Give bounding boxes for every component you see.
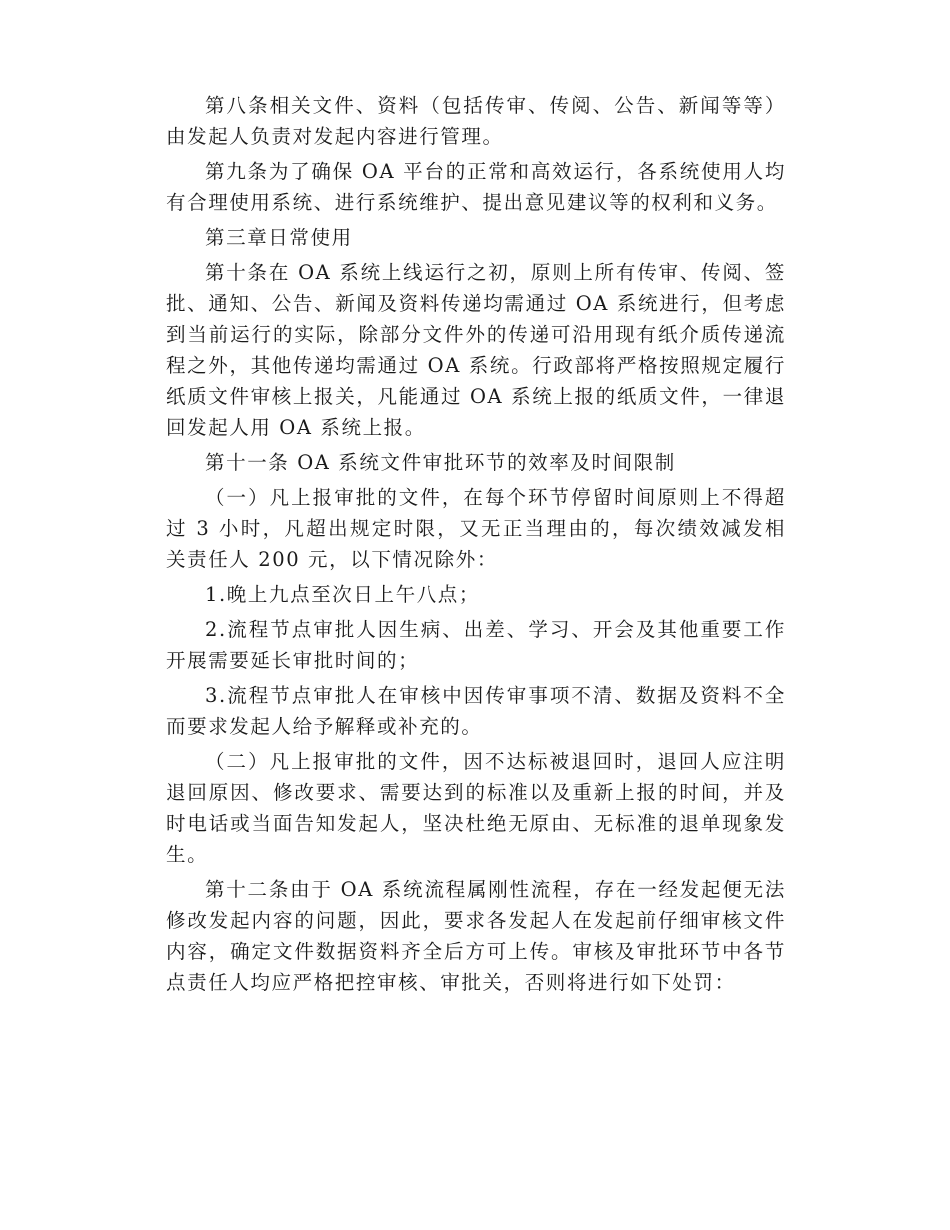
- document-body: [166, 90, 786, 1002]
- article-8-paragraph: 第八条相关文件、资料（包括传审、传阅、公告、新闻等等）由发起人负责对发起内容进行管理。: [166, 94, 786, 148]
- exception-item-1: 1.晚上九点至次日上午八点；: [205, 583, 481, 606]
- chapter-3-heading: 第三章日常使用: [205, 226, 353, 249]
- article-12-paragraph: 第十二条由于 OA 系统流程属刚性流程，存在一经发起便无法修改发起内容的问题，因此，要求各发起人在发起前仔细审核文件内容，确定文件数据资料齐全后方可上传。审核及审批环节中各节点责任人均应严格把控审核、审批关，否则将进行如下处罚：: [166, 878, 786, 994]
- article-10-paragraph: 第十条在 OA 系统上线运行之初，原则上所有传审、传阅、签批、通知、公告、新闻及资料传递均需通过 OA 系统进行，但考虑到当前运行的实际，除部分文件外的传递可沿用现有纸介质传递流程之外，其他传递均需通过 OA 系统。行政部将严格按照规定履行纸质文件审核上报关，凡能通过 OA 系统上报的纸质文件，一律退回发起人用 OA 系统上报。: [166, 261, 786, 439]
- article-11-heading: 第十一条 OA 系统文件审批环节的效率及时间限制: [205, 451, 676, 474]
- exception-item-3: 3.流程节点审批人在审核中因传审事项不清、数据及资料不全而要求发起人给予解释或补充的。: [166, 684, 786, 738]
- article-9-paragraph: 第九条为了确保 OA 平台的正常和高效运行，各系统使用人均有合理使用系统、进行系统维护、提出意见建议等的权利和义务。: [166, 160, 786, 214]
- article-11-clause-2: （二）凡上报审批的文件，因不达标被退回时，退回人应注明退回原因、修改要求、需要达到的标准以及重新上报的时间，并及时电话或当面告知发起人，坚决杜绝无原由、无标准的退单现象发生。: [166, 750, 786, 866]
- exception-item-2: 2.流程节点审批人因生病、出差、学习、开会及其他重要工作开展需要延长审批时间的；: [166, 618, 786, 672]
- article-11-clause-1: （一）凡上报审批的文件，在每个环节停留时间原则上不得超过 3 小时，凡超出规定时限，又无正当理由的，每次绩效减发相关责任人 200 元，以下情况除外：: [166, 486, 786, 571]
